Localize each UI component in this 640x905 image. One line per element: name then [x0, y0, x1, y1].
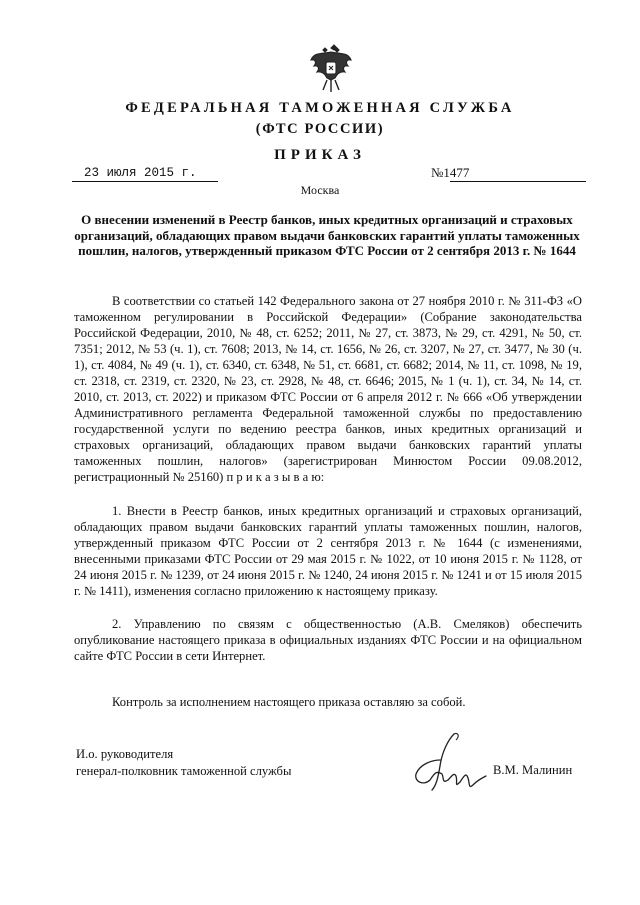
order-number: №1477: [431, 165, 470, 180]
paragraph-text: 2. Управлению по связям с общественностью (А.В. Смеляков) обеспечить опубликование настоящего приказа в официальных изданиях ФТС России и на официальном сайте ФТС России в сети Интернет.: [74, 617, 582, 663]
position-line-2: генерал-полковник таможенной службы: [76, 764, 292, 778]
preamble-paragraph: [74, 293, 582, 485]
document-type: ПРИКАЗ: [274, 147, 366, 163]
paragraph-text: 1. Внести в Реестр банков, иных кредитных организаций и страховых организаций, обладающих правом выдачи банковских гарантий уплаты таможенных пошлин, налогов, утвержденный приказом ФТС России от 2 сентября 2013 г. № 1644 (с изменениями, внесенными приказами ФТС России от 29 мая 2015 г. № 1022, от 10 июня 2015 г. № 1128, от 24 июня 2015 г. № 1239, от 24 июня 2015 г. № 1240, 24 июня 2015 г. № 1241 и от 15 июля 2015 г. № 1411), изменения согласно приложению к настоящему приказу.: [74, 504, 582, 598]
agency-short-name: (ФТС РОССИИ): [255, 121, 385, 137]
date-underline: [72, 181, 218, 182]
agency-name: ФЕДЕРАЛЬНАЯ ТАМОЖЕННАЯ СЛУЖБА: [125, 100, 515, 116]
number-underline: [450, 181, 586, 182]
handwritten-signature: [402, 730, 492, 798]
item-1-paragraph: [74, 503, 582, 599]
item-2-paragraph: [74, 616, 582, 664]
signatory-name: В.М. Малинин: [493, 763, 573, 777]
city: Москва: [300, 183, 340, 197]
paragraph-text: В соответствии со статьей 142 Федерального закона от 27 ноября 2010 г. № 311-ФЗ «О таможенном регулировании в Российской Федерации» (Собрание законодательства Российской Федерации, 2010, № 48, ст. 6252; 2011, № 27, ст. 3873, № 29, ст. 4291, № 50, ст. 7351; 2012, № 53 (ч. 1), ст. 7608; 2013, № 14, ст. 1656, № 26, ст. 3207, № 27, ст. 3477, № 30 (ч. 1), ст. 4084, № 49 (ч. 1), ст. 6340, ст. 6348, № 51, ст. 6681, ст. 6682; 2014, № 11, ст. 1098, № 19, ст. 2318, ст. 2319, ст. 2320, № 23, ст. 2928, № 48, ст. 6646; 2015, № 1 (ч. 1), ст. 34, № 14, ст. 2010, ст. 2013, ст. 2022) и приказом ФТС России от 6 апреля 2012 г. № 666 «Об утверждении Административного регламента Федеральной таможенной службы по предоставлению государственной услуги по ведению реестра банков, иных кредитных организаций и страховых организаций, обладающих правом выдачи банковских гарантий уплаты таможенных пошлин, налогов» (зарегистрирован Минюстом России 09.08.2012, регистрационный № 25160) п р и к а з ы в а ю:: [74, 294, 582, 484]
order-date: 23 июля 2015 г.: [84, 166, 197, 180]
signatory-position: [76, 746, 291, 780]
position-line-1: И.о. руководителя: [76, 747, 174, 761]
control-paragraph: Контроль за исполнением настоящего приказа оставляю за собой.: [112, 695, 466, 709]
order-title: О внесении изменений в Реестр банков, иных кредитных организаций и страховых организаций, обладающих правом выдачи банковских гарантий уплаты таможенных пошлин, налогов, утвержденный приказом ФТС России от 2 сентября 2013 г. № 1644: [74, 212, 580, 258]
coat-of-arms-icon: [308, 42, 354, 96]
